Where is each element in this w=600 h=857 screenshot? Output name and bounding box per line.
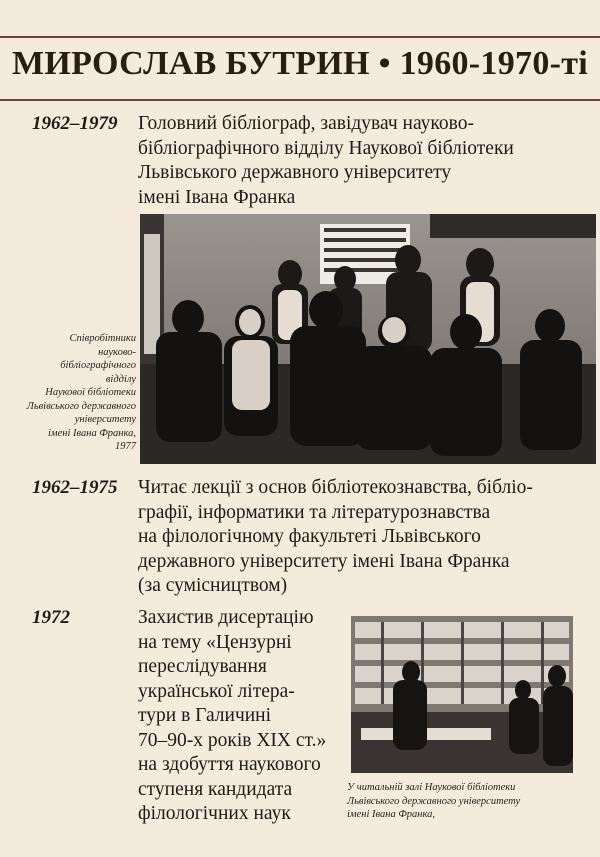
header-rule-bottom xyxy=(0,99,600,101)
reading-room-photo xyxy=(351,616,573,773)
staff-photo-caption xyxy=(27,332,136,454)
caption-line: Співробітники xyxy=(69,333,136,344)
description-line: на тему «Цензурні xyxy=(138,631,292,653)
description-line: графії, інформатики та літературознавства xyxy=(138,501,491,523)
caption-line: відділу xyxy=(105,373,136,385)
description-line: філологічних наук xyxy=(138,803,291,824)
description-line: на здобуття наукового xyxy=(138,754,321,775)
caption-line: бібліографічного xyxy=(60,360,136,371)
entry-year: 1962–1979 xyxy=(32,113,118,134)
description-line: Львівського державного університету xyxy=(138,162,452,183)
entry-description xyxy=(138,112,514,210)
entry-year: 1962–1975 xyxy=(32,477,118,498)
caption-line: імені Івана Франка, xyxy=(47,427,136,439)
entry-year: 1972 xyxy=(32,607,70,628)
description-line: переслідування xyxy=(138,656,267,677)
description-line: української літера- xyxy=(138,680,295,702)
caption-line: Львівського державного xyxy=(26,400,136,412)
description-line: Читає лекції з основ бібліотекознавства, бібліо- xyxy=(138,477,533,498)
description-line: Захистив дисертацію xyxy=(138,607,314,628)
description-line: 70–90-х років XIX ст.» xyxy=(138,729,327,751)
description-line: Головний бібліограф, завідувач науково- xyxy=(138,113,474,134)
entry-description xyxy=(138,476,533,599)
description-line: на філологічному факультеті Львівського xyxy=(138,526,481,547)
page-title: МИРОСЛАВ БУТРИН • 1960-1970-ті xyxy=(11,45,588,82)
description-line: державного університету імені Івана Франка xyxy=(138,550,510,572)
description-line: бібліографічного відділу Наукової бібліотеки xyxy=(138,137,514,159)
caption-line: університету xyxy=(74,414,136,425)
description-line: імені Івана Франка xyxy=(138,186,296,208)
caption-line: Наукової бібліотеки xyxy=(45,387,136,398)
caption-line: імені Івана Франка, xyxy=(347,809,436,820)
description-line: тури в Галичині xyxy=(138,705,272,726)
staff-group-photo xyxy=(140,214,596,464)
reading-room-photo-caption xyxy=(347,781,583,822)
caption-line: Львівського державного університету xyxy=(347,795,521,807)
caption-line: 1977 xyxy=(115,441,136,452)
caption-line: У читальній залі Наукової бібліотеки xyxy=(347,782,516,793)
header-rule-top xyxy=(0,36,600,38)
description-line: (за сумісництвом) xyxy=(138,575,288,596)
description-line: ступеня кандидата xyxy=(138,778,293,800)
entry-description xyxy=(138,606,326,827)
caption-line: науково- xyxy=(98,346,136,358)
